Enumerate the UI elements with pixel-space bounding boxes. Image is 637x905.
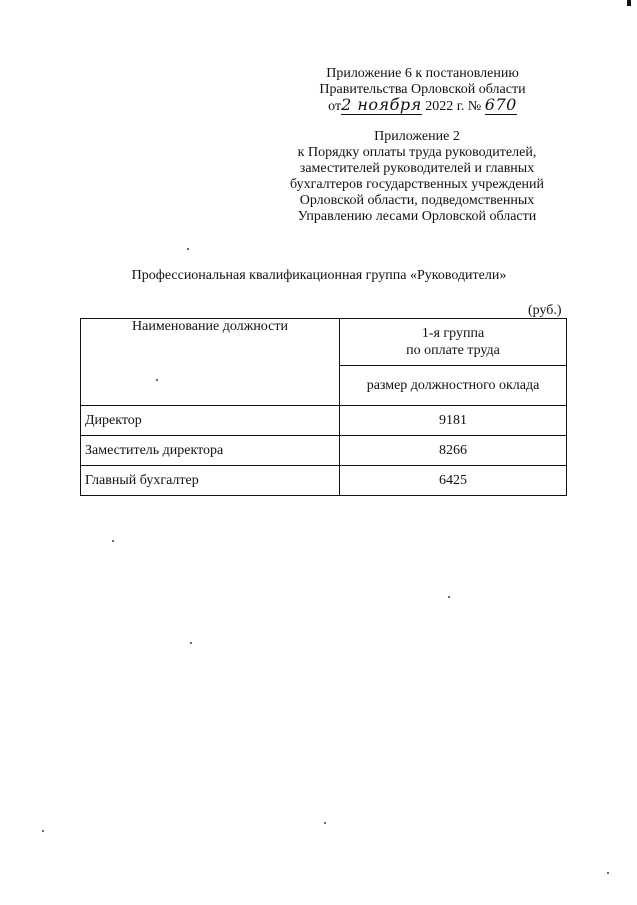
table-row — [81, 406, 567, 436]
appendix-line-1: к Порядку оплаты труда руководителей, — [297, 145, 537, 160]
appendix-line-4: Орловской области, подведомственных — [299, 193, 535, 208]
position-cell: Директор — [81, 406, 340, 436]
scan-speck — [448, 596, 450, 598]
header-line-2: Правительства Орловской области — [319, 82, 526, 97]
position-cell: Заместитель директора — [81, 436, 340, 466]
header-line-1: Приложение 6 к постановлению — [326, 66, 519, 81]
salary-cell: 8266 — [340, 436, 567, 466]
salary-table — [80, 318, 567, 496]
currency-unit: (руб.) — [528, 303, 562, 318]
table-header-row — [81, 319, 567, 366]
header-date-line — [300, 95, 545, 115]
position-column-header: Наименование должности — [81, 319, 340, 406]
date-year: 2022 г. № — [425, 99, 482, 114]
scan-speck — [156, 379, 158, 381]
group-header-line-2: по оплате труда — [406, 343, 500, 358]
group-column-header — [340, 319, 567, 366]
salary-cell: 9181 — [340, 406, 567, 436]
appendix-line-5: Управлению лесами Орловской области — [297, 209, 537, 224]
scan-speck — [187, 248, 189, 250]
handwritten-date: 2 ноября — [341, 95, 422, 114]
table-row — [81, 436, 567, 466]
appendix-title: Приложение 2 — [374, 129, 460, 144]
salary-cell: 6425 — [340, 466, 567, 496]
scan-speck — [607, 872, 609, 874]
position-cell: Главный бухгалтер — [81, 466, 340, 496]
group-title: Профессиональная квалификационная группа «Руководители» — [131, 268, 507, 283]
scan-speck — [324, 822, 326, 824]
scan-speck — [190, 642, 192, 644]
resolution-header — [300, 66, 545, 115]
date-prefix: от — [328, 99, 342, 114]
salary-subheader: размер должностного оклада — [340, 366, 567, 406]
scan-speck — [112, 540, 114, 542]
table-row — [81, 466, 567, 496]
scan-speck — [42, 830, 44, 832]
appendix-line-3: бухгалтеров государственных учреждений — [289, 177, 545, 192]
appendix-line-2: заместителей руководителей и главных — [299, 161, 535, 176]
scan-corner-mark — [627, 0, 631, 6]
handwritten-number: 670 — [484, 95, 517, 114]
appendix-block — [268, 129, 566, 225]
group-header-line-1: 1-я группа — [421, 326, 485, 341]
